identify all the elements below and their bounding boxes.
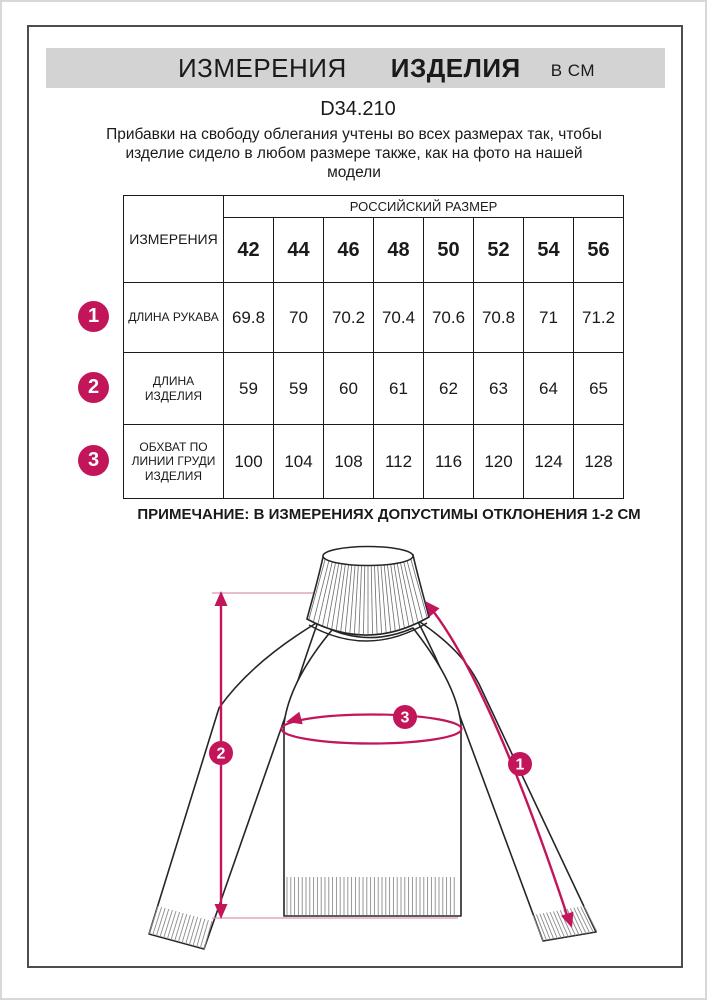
table-row-garment-length xyxy=(124,353,624,425)
size-42: 42 xyxy=(224,218,274,283)
size-54: 54 xyxy=(524,218,574,283)
cell-value: 69.8 xyxy=(224,283,274,353)
title-unit-cm: В СМ xyxy=(550,61,596,80)
sweater-sketch xyxy=(130,533,610,973)
cell-value: 63 xyxy=(474,353,524,425)
row-label-garment-length: ДЛИНА ИЗДЕЛИЯ xyxy=(124,353,224,425)
measure-badge-2: 2 xyxy=(78,372,109,403)
tolerance-note: ПРИМЕЧАНИЕ: В ИЗМЕРЕНИЯХ ДОПУСТИМЫ ОТКЛОНЕНИЯ 1-2 СМ xyxy=(137,506,641,523)
cell-value: 100 xyxy=(224,425,274,499)
cell-value: 70.8 xyxy=(474,283,524,353)
size-48: 48 xyxy=(374,218,424,283)
size-52: 52 xyxy=(474,218,524,283)
size-table xyxy=(123,195,624,499)
garment-outline xyxy=(149,620,596,949)
row-label-sleeve-length: ДЛИНА РУКАВА xyxy=(124,283,224,353)
measure-column-header: ИЗМЕРЕНИЯ xyxy=(124,196,224,283)
title-word-garment: ИЗДЕЛИЯ xyxy=(390,52,521,83)
cell-value: 128 xyxy=(574,425,624,499)
sweater-body xyxy=(284,628,461,916)
cell-value: 65 xyxy=(574,353,624,425)
cell-value: 120 xyxy=(474,425,524,499)
cell-value: 116 xyxy=(424,425,474,499)
fit-description xyxy=(94,125,614,182)
cell-value: 71 xyxy=(524,283,574,353)
cell-value: 62 xyxy=(424,353,474,425)
diagram-badge-2-number: 2 xyxy=(216,745,226,763)
table-row-chest-girth xyxy=(124,425,624,499)
cell-value: 124 xyxy=(524,425,574,499)
description-line-1: Прибавки на свободу облегания учтены во всех размерах так, чтобы xyxy=(106,126,602,143)
cell-value: 70.6 xyxy=(424,283,474,353)
diagram-badge-1-number: 1 xyxy=(515,756,525,774)
size-44: 44 xyxy=(274,218,324,283)
size-50: 50 xyxy=(424,218,474,283)
measure-badge-3: 3 xyxy=(78,445,109,476)
cell-value: 108 xyxy=(324,425,374,499)
cell-value: 59 xyxy=(224,353,274,425)
product-code: D34.210 xyxy=(320,98,396,120)
cell-value: 71.2 xyxy=(574,283,624,353)
row-label-chest-girth: ОБХВАТ ПО ЛИНИИ ГРУДИ ИЗДЕЛИЯ xyxy=(124,425,224,499)
cell-value: 104 xyxy=(274,425,324,499)
russian-size-header: РОССИЙСКИЙ РАЗМЕР xyxy=(224,196,624,218)
size-56: 56 xyxy=(574,218,624,283)
cell-value: 59 xyxy=(274,353,324,425)
garment-diagram xyxy=(130,533,610,973)
size-46: 46 xyxy=(324,218,374,283)
collar-opening xyxy=(323,547,413,566)
title-word-measurements: ИЗМЕРЕНИЯ xyxy=(177,52,347,83)
table-row-sleeve-length xyxy=(124,283,624,353)
cell-value: 60 xyxy=(324,353,374,425)
title-bar xyxy=(46,48,665,88)
description-line-2: изделие сидело в любом размере также, как на фото на нашей xyxy=(125,145,583,162)
cell-value: 61 xyxy=(374,353,424,425)
cell-value: 64 xyxy=(524,353,574,425)
description-line-3: модели xyxy=(327,164,381,181)
cell-value: 112 xyxy=(374,425,424,499)
measure-badge-1: 1 xyxy=(78,301,109,332)
cell-value: 70 xyxy=(274,283,324,353)
cell-value: 70.4 xyxy=(374,283,424,353)
turtleneck-collar xyxy=(307,547,429,642)
cell-value: 70.2 xyxy=(324,283,374,353)
diagram-badge-3-number: 3 xyxy=(400,709,410,727)
